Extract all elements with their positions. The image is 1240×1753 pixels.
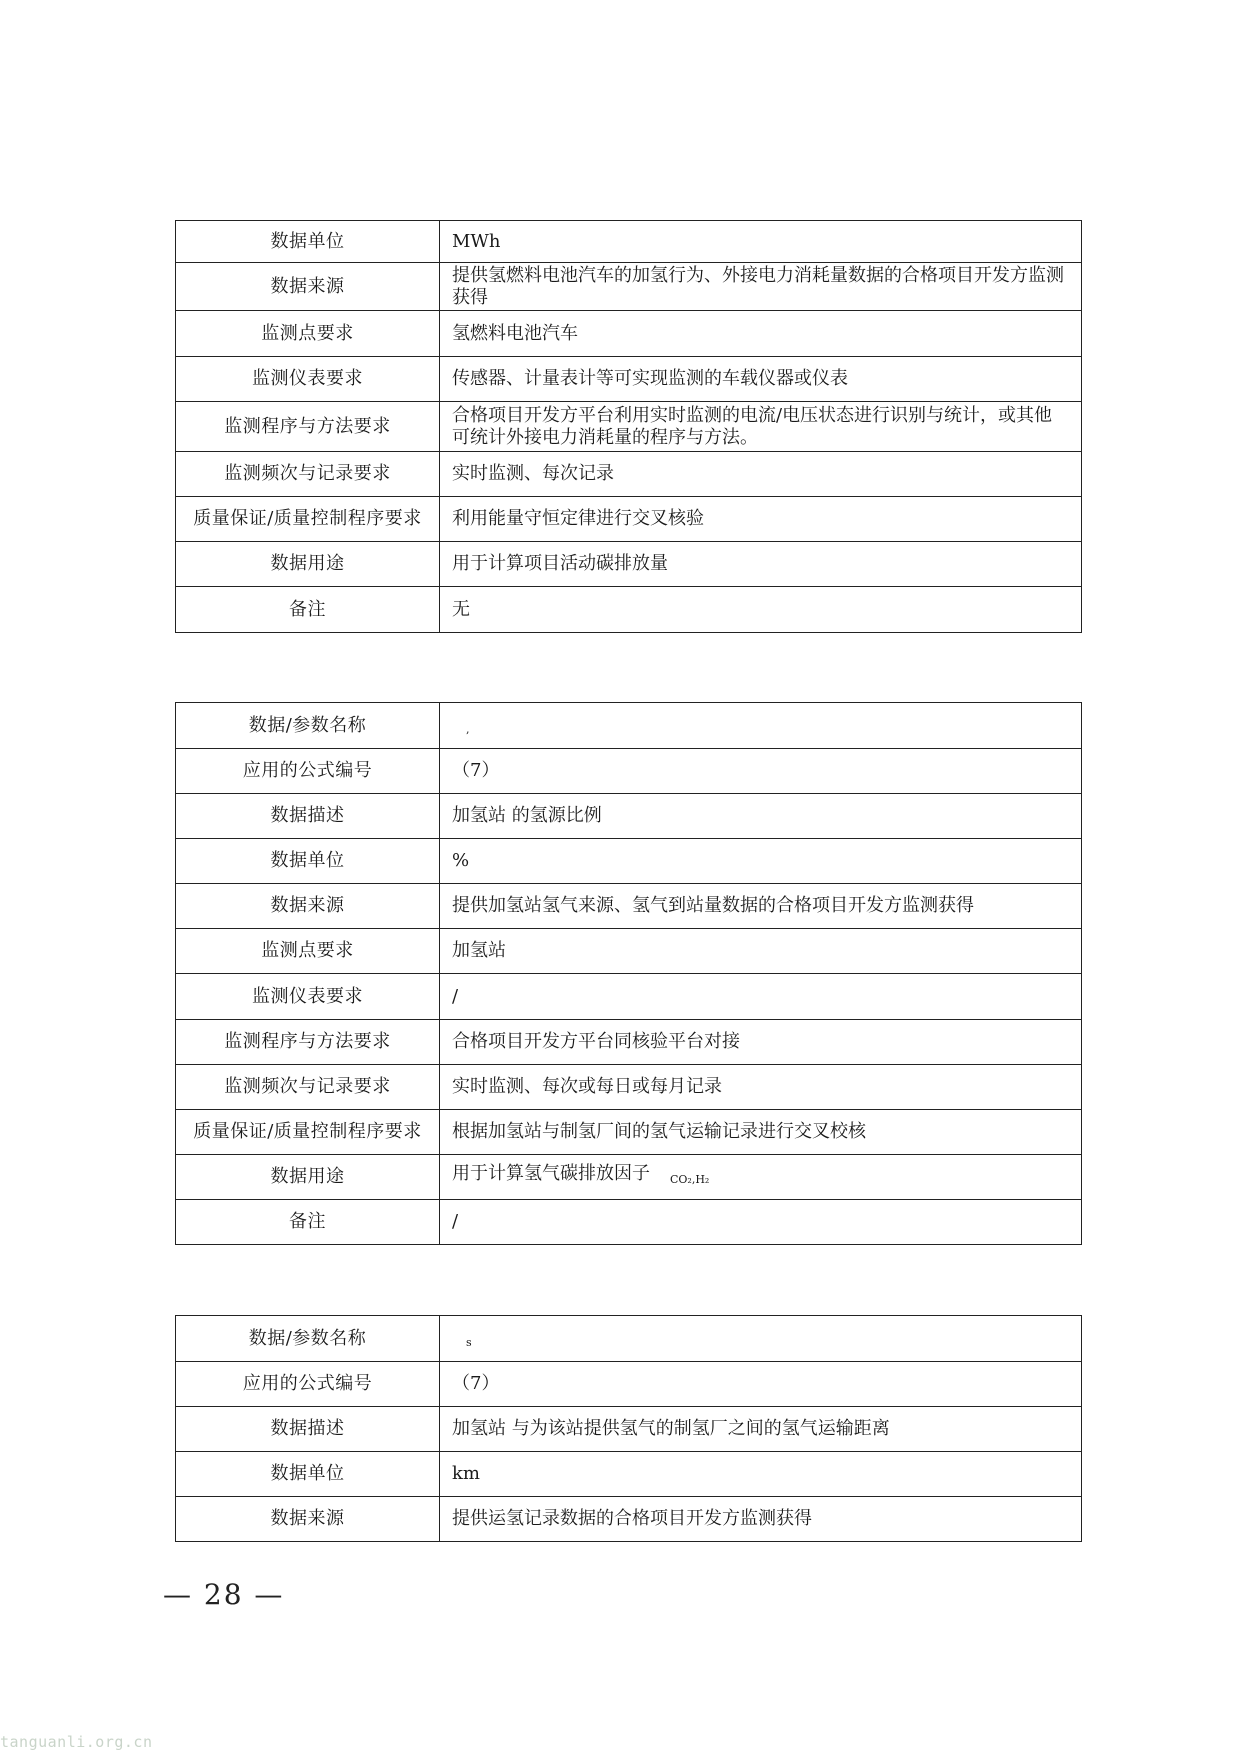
row-label: 监测点要求 [176,311,440,357]
row-value: 加氢站 [440,929,1082,974]
table-row [176,1497,1082,1542]
row-label: 应用的公式编号 [176,1362,440,1407]
table-row [176,1020,1082,1065]
table-row [176,1155,1082,1200]
table-row [176,357,1082,402]
row-value: 加氢站 与为该站提供氢气的制氢厂之间的氢气运输距离 [440,1407,1082,1452]
row-label: 数据用途 [176,542,440,587]
row-label: 数据用途 [176,1155,440,1200]
row-value: km [440,1452,1082,1497]
table-row [176,497,1082,542]
row-label: 数据/参数名称 [176,703,440,749]
table-row [176,1065,1082,1110]
row-value: MWh [440,221,1082,263]
monitoring-parameter-table-3 [175,1315,1082,1542]
row-value [440,1155,1082,1200]
row-value: 提供氢燃料电池汽车的加氢行为、外接电力消耗量数据的合格项目开发方监测获得 [440,263,1082,311]
row-value: （7） [440,1362,1082,1407]
row-label: 数据/参数名称 [176,1316,440,1362]
row-label: 数据描述 [176,794,440,839]
table-row [176,1362,1082,1407]
row-label: 数据单位 [176,839,440,884]
table-row [176,703,1082,749]
row-label: 数据来源 [176,1497,440,1542]
row-value: 合格项目开发方平台利用实时监测的电流/电压状态进行识别与统计，或其他可统计外接电力消耗量的程序与方法。 [440,402,1082,452]
row-value: 合格项目开发方平台同核验平台对接 [440,1020,1082,1065]
row-value: 传感器、计量表计等可实现监测的车载仪器或仪表 [440,357,1082,402]
row-label: 监测点要求 [176,929,440,974]
row-value: 利用能量守恒定律进行交叉核验 [440,497,1082,542]
row-value: / [440,1200,1082,1245]
monitoring-parameter-table-2 [175,702,1082,1245]
table-row [176,1200,1082,1245]
row-value: 氢燃料电池汽车 [440,311,1082,357]
row-value: 根据加氢站与制氢厂间的氢气运输记录进行交叉校核 [440,1110,1082,1155]
row-label: 监测频次与记录要求 [176,1065,440,1110]
page-number: — 28 — [163,1578,285,1611]
row-value: 实时监测、每次或每日或每月记录 [440,1065,1082,1110]
table-row [176,587,1082,633]
table-row [176,839,1082,884]
table-row [176,1110,1082,1155]
row-value: / [440,974,1082,1020]
row-value: 无 [440,587,1082,633]
row-label: 备注 [176,1200,440,1245]
row-label: 数据来源 [176,263,440,311]
usage-text: 用于计算氢气碳排放因子 [452,1163,650,1184]
row-label: 数据单位 [176,1452,440,1497]
table-row [176,452,1082,497]
row-value: 提供运氢记录数据的合格项目开发方监测获得 [440,1497,1082,1542]
row-value: 用于计算项目活动碳排放量 [440,542,1082,587]
table-row [176,402,1082,452]
row-label: 质量保证/质量控制程序要求 [176,1110,440,1155]
table-row [176,929,1082,974]
row-value: （7） [440,749,1082,794]
emission-factor-subscript: CO₂,H₂ [670,1173,710,1186]
row-label: 监测仪表要求 [176,357,440,402]
table-row [176,311,1082,357]
row-label: 应用的公式编号 [176,749,440,794]
row-label: 数据来源 [176,884,440,929]
table-row [176,974,1082,1020]
watermark: tanguanli.org.cn [0,1733,153,1751]
row-label: 监测频次与记录要求 [176,452,440,497]
parameter-symbol: , [466,722,470,736]
table-row [176,542,1082,587]
row-value: 提供加氢站氢气来源、氢气到站量数据的合格项目开发方监测获得 [440,884,1082,929]
table-row [176,884,1082,929]
table-row [176,749,1082,794]
row-label: 质量保证/质量控制程序要求 [176,497,440,542]
row-label: 备注 [176,587,440,633]
monitoring-parameter-table-1 [175,220,1082,633]
row-label: 数据单位 [176,221,440,263]
row-label: 监测程序与方法要求 [176,1020,440,1065]
row-value: % [440,839,1082,884]
row-label: 数据描述 [176,1407,440,1452]
table-row [176,263,1082,311]
parameter-symbol: s [466,1335,472,1349]
row-label: 监测仪表要求 [176,974,440,1020]
row-value [440,703,1082,749]
table-row [176,1452,1082,1497]
row-value: 加氢站 的氢源比例 [440,794,1082,839]
table-row [176,1407,1082,1452]
row-value [440,1316,1082,1362]
table-row [176,221,1082,263]
row-label: 监测程序与方法要求 [176,402,440,452]
table-row [176,794,1082,839]
row-value: 实时监测、每次记录 [440,452,1082,497]
table-row [176,1316,1082,1362]
